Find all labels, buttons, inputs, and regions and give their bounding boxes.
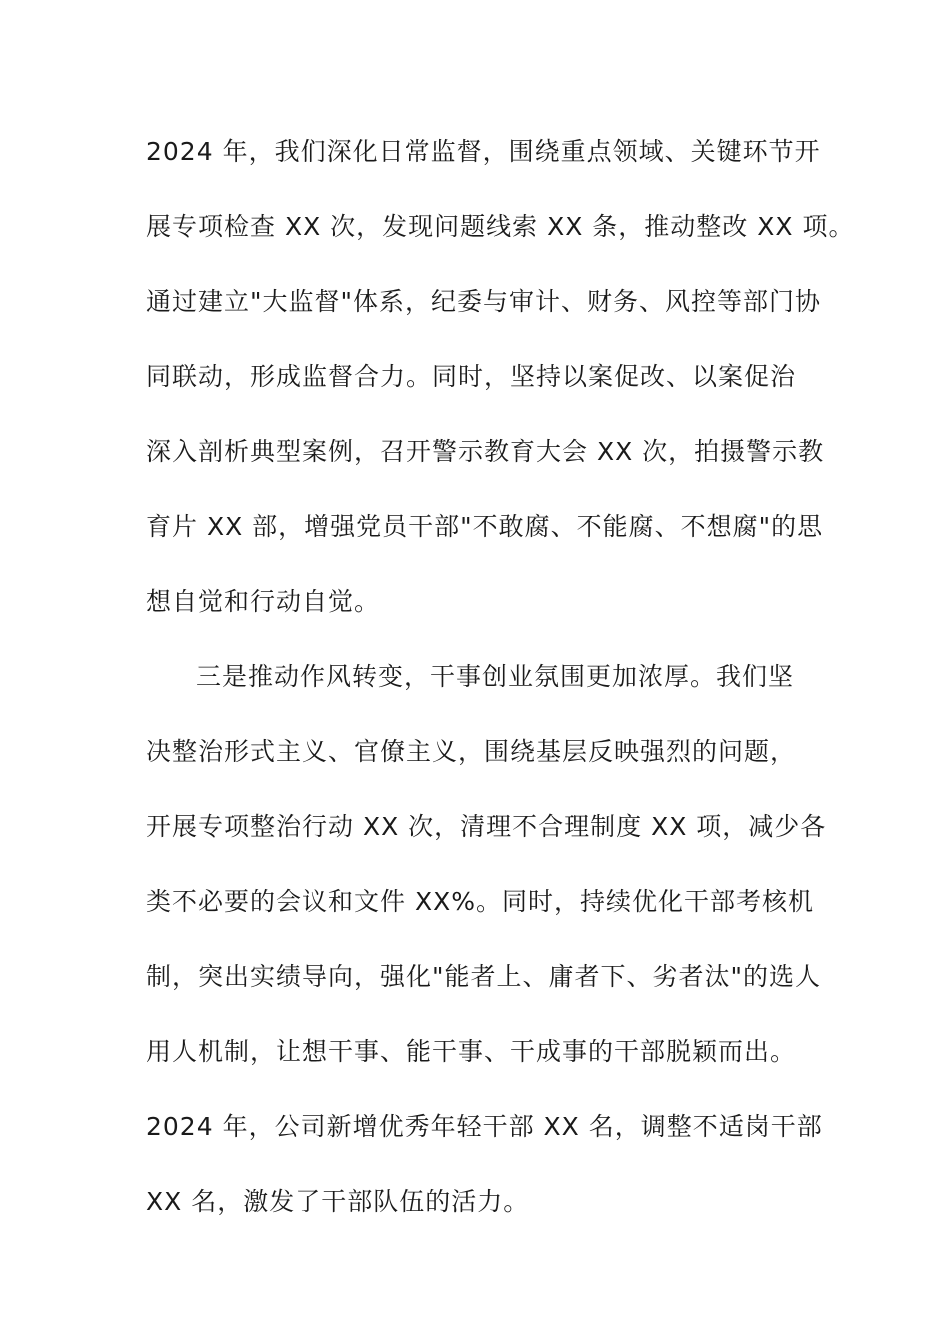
paragraph-line: 决整治形式主义、官僚主义，围绕基层反映强烈的问题， xyxy=(146,737,797,766)
paragraph-line: 育片 XX 部，增强党员干部"不敢腐、不能腐、不想腐"的思 xyxy=(146,512,824,541)
paragraph-line: 2024 年，我们深化日常监督，围绕重点领域、关键环节开 xyxy=(146,137,821,166)
paragraph-line: 通过建立"大监督"体系，纪委与审计、财务、风控等部门协 xyxy=(146,287,822,316)
paragraph-line: 用人机制，让想干事、能干事、干成事的干部脱颖而出。 xyxy=(146,1037,797,1066)
paragraph-line: 2024 年，公司新增优秀年轻干部 XX 名，调整不适岗干部 xyxy=(146,1112,823,1141)
paragraph-line: XX 名，激发了干部队伍的活力。 xyxy=(146,1187,530,1216)
paragraph-line: 展专项检查 XX 次，发现问题线索 XX 条，推动整改 XX 项。 xyxy=(146,212,855,241)
paragraph-line: 同联动，形成监督合力。同时，坚持以案促改、以案促治 xyxy=(146,362,797,391)
paragraph-line: 开展专项整治行动 XX 次，清理不合理制度 XX 项，减少各 xyxy=(146,812,827,841)
paragraph-line: 三是推动作风转变，干事创业氛围更加浓厚。我们坚 xyxy=(196,662,795,691)
paragraph-line: 想自觉和行动自觉。 xyxy=(146,587,381,616)
paragraph-line: 深入剖析典型案例，召开警示教育大会 XX 次，拍摄警示教 xyxy=(146,437,825,466)
paragraph-line: 制，突出实绩导向，强化"能者上、庸者下、劣者汰"的选人 xyxy=(146,962,822,991)
paragraph-line: 类不必要的会议和文件 XX%。同时，持续优化干部考核机 xyxy=(146,887,814,916)
